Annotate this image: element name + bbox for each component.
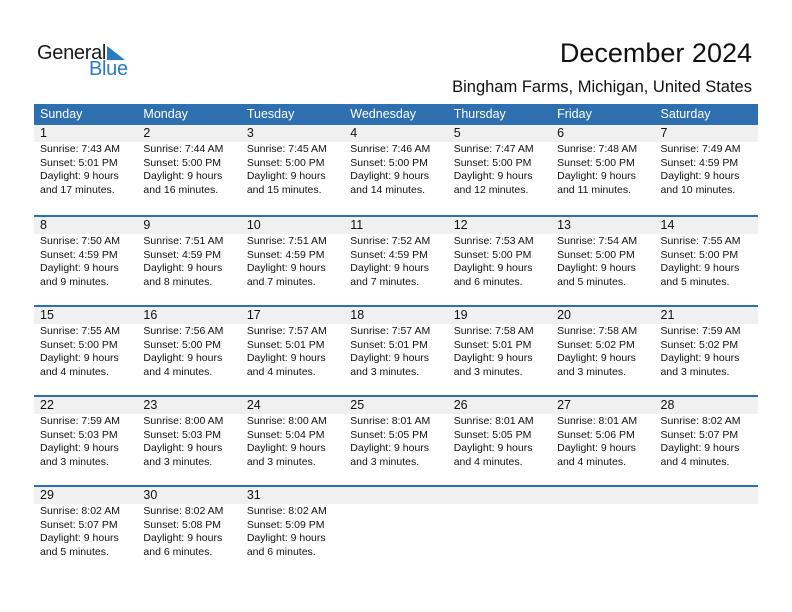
day-number-strip: [34, 487, 758, 504]
day-cell: [137, 142, 240, 197]
daylight2-text: and 7 minutes.: [350, 275, 420, 288]
daylight2-text: and 3 minutes.: [557, 365, 626, 378]
daylight2-text: and 3 minutes.: [453, 365, 523, 378]
day-number: 31: [246, 488, 261, 502]
sunrise-text: Sunrise: 8:02 AM: [246, 505, 327, 517]
day-number: 15: [40, 308, 54, 322]
daylight1-text: Daylight: 9 hours: [350, 352, 430, 365]
day-number: 6: [557, 126, 565, 140]
sunset-text: Sunset: 5:05 PM: [453, 428, 532, 441]
sunrise-text: Sunrise: 8:01 AM: [350, 415, 431, 427]
daylight1-text: Daylight: 9 hours: [246, 262, 326, 275]
day-number: 11: [350, 218, 364, 232]
day-number: 25: [350, 398, 365, 412]
sunrise-text: Sunrise: 7:45 AM: [246, 143, 327, 155]
sunset-text: Sunset: 5:03 PM: [143, 428, 222, 441]
daylight2-text: and 4 minutes.: [246, 365, 316, 378]
sunset-text: Sunset: 5:03 PM: [40, 428, 118, 441]
daylight1-text: Daylight: 9 hours: [453, 352, 533, 365]
daylight1-text: Daylight: 9 hours: [143, 352, 223, 365]
weekday-header-thursday: Thursday: [453, 107, 506, 121]
sunrise-text: Sunrise: 7:55 AM: [660, 235, 741, 247]
sunrise-text: Sunrise: 8:02 AM: [40, 505, 120, 517]
day-number: 21: [660, 308, 675, 322]
sunrise-text: Sunrise: 7:51 AM: [143, 235, 224, 247]
daylight1-text: Daylight: 9 hours: [453, 262, 533, 275]
daylight1-text: Daylight: 9 hours: [246, 532, 326, 545]
sunrise-text: Sunrise: 7:50 AM: [40, 235, 120, 247]
daylight2-text: and 14 minutes.: [350, 183, 425, 196]
daylight1-text: Daylight: 9 hours: [40, 532, 119, 545]
daylight1-text: Daylight: 9 hours: [557, 262, 636, 275]
day-cell: [344, 414, 447, 469]
daylight1-text: Daylight: 9 hours: [660, 170, 740, 183]
day-cell: [137, 414, 240, 469]
day-number: [551, 487, 654, 504]
sunset-text: Sunset: 5:09 PM: [246, 518, 325, 531]
sunset-text: Sunset: 5:00 PM: [557, 248, 635, 261]
day-cell: [344, 504, 447, 559]
sunrise-text: Sunrise: 8:00 AM: [143, 415, 224, 427]
sunset-text: Sunset: 5:00 PM: [350, 156, 428, 169]
day-cell: [241, 414, 344, 469]
daylight1-text: Daylight: 9 hours: [350, 442, 430, 455]
daylight2-text: and 3 minutes.: [246, 455, 316, 468]
daylight2-text: and 10 minutes.: [660, 183, 736, 196]
day-cell: [551, 324, 654, 379]
daylight2-text: and 3 minutes.: [350, 455, 420, 468]
daylight1-text: Daylight: 9 hours: [143, 262, 223, 275]
daylight1-text: Daylight: 9 hours: [40, 442, 119, 455]
day-details-row: [34, 234, 758, 289]
daylight1-text: Daylight: 9 hours: [143, 170, 223, 183]
week-row: [34, 485, 758, 575]
daylight1-text: Daylight: 9 hours: [660, 262, 740, 275]
daylight1-text: Daylight: 9 hours: [350, 262, 430, 275]
sunset-text: Sunset: 5:01 PM: [40, 156, 118, 169]
day-number-strip: [34, 217, 758, 234]
daylight2-text: and 15 minutes.: [246, 183, 322, 196]
sunset-text: Sunset: 5:06 PM: [557, 428, 635, 441]
day-number: 23: [143, 398, 158, 412]
day-cell: [241, 142, 344, 197]
sunrise-text: Sunrise: 7:54 AM: [557, 235, 638, 247]
sunrise-text: Sunrise: 7:59 AM: [660, 325, 741, 337]
daylight1-text: Daylight: 9 hours: [246, 170, 326, 183]
weekday-header-wednesday: Wednesday: [350, 107, 417, 121]
weekday-header-sunday: Sunday: [40, 107, 83, 121]
week-row: [34, 215, 758, 305]
sunrise-text: Sunrise: 7:52 AM: [350, 235, 431, 247]
day-number: 26: [453, 398, 468, 412]
sunset-text: Sunset: 4:59 PM: [246, 248, 325, 261]
sunset-text: Sunset: 4:59 PM: [143, 248, 222, 261]
sunset-text: Sunset: 5:01 PM: [350, 338, 428, 351]
day-cell: [655, 504, 758, 559]
day-number: 22: [40, 398, 54, 412]
sunset-text: Sunset: 5:00 PM: [40, 338, 118, 351]
daylight2-text: and 3 minutes.: [143, 455, 213, 468]
daylight1-text: Daylight: 9 hours: [246, 352, 326, 365]
daylight2-text: and 5 minutes.: [40, 545, 109, 558]
daylight2-text: and 4 minutes.: [660, 455, 730, 468]
week-row: [34, 305, 758, 395]
week-row: [34, 395, 758, 485]
day-number: 12: [453, 218, 468, 232]
day-cell: [448, 414, 551, 469]
day-cell: [137, 504, 240, 559]
daylight2-text: and 6 minutes.: [143, 545, 213, 558]
day-number: 8: [40, 218, 47, 232]
day-cell: [655, 234, 758, 289]
day-number: 10: [246, 218, 261, 232]
daylight2-text: and 17 minutes.: [40, 183, 115, 196]
daylight2-text: and 6 minutes.: [453, 275, 523, 288]
weekday-header-monday: Monday: [143, 107, 188, 121]
sunset-text: Sunset: 5:08 PM: [143, 518, 222, 531]
day-cell: [137, 324, 240, 379]
daylight2-text: and 9 minutes.: [40, 275, 109, 288]
sunset-text: Sunset: 5:01 PM: [246, 338, 325, 351]
day-number: 13: [557, 218, 572, 232]
sunset-text: Sunset: 5:00 PM: [453, 248, 532, 261]
weekday-header-tuesday: Tuesday: [246, 107, 295, 121]
daylight1-text: Daylight: 9 hours: [350, 170, 430, 183]
day-cell: [448, 504, 551, 559]
day-number: 24: [246, 398, 261, 412]
sunset-text: Sunset: 5:05 PM: [350, 428, 428, 441]
daylight1-text: Daylight: 9 hours: [453, 442, 533, 455]
sunrise-text: Sunrise: 8:01 AM: [557, 415, 638, 427]
sunrise-text: Sunrise: 7:46 AM: [350, 143, 431, 155]
day-details-row: [34, 142, 758, 197]
day-number: 3: [246, 126, 254, 140]
daylight2-text: and 4 minutes.: [453, 455, 523, 468]
daylight1-text: Daylight: 9 hours: [246, 442, 326, 455]
day-cell: [344, 142, 447, 197]
weekday-header-row: [34, 104, 758, 125]
daylight1-text: Daylight: 9 hours: [453, 170, 533, 183]
day-number: 17: [246, 308, 261, 322]
day-details-row: [34, 414, 758, 469]
day-cell: [655, 414, 758, 469]
sunset-text: Sunset: 5:02 PM: [660, 338, 739, 351]
sunset-text: Sunset: 4:59 PM: [660, 156, 739, 169]
day-number-strip: [34, 397, 758, 414]
daylight2-text: and 4 minutes.: [40, 365, 109, 378]
day-cell: [34, 504, 137, 559]
day-cell: [137, 234, 240, 289]
day-number: [344, 487, 447, 504]
daylight2-text: and 3 minutes.: [40, 455, 109, 468]
sunset-text: Sunset: 5:02 PM: [557, 338, 635, 351]
day-number: 7: [660, 126, 668, 140]
weekday-header-friday: Friday: [557, 107, 592, 121]
day-cell: [241, 324, 344, 379]
day-number: 19: [453, 308, 468, 322]
day-cell: [241, 504, 344, 559]
day-cell: [34, 414, 137, 469]
sunrise-text: Sunrise: 7:57 AM: [246, 325, 327, 337]
sunrise-text: Sunrise: 7:49 AM: [660, 143, 741, 155]
day-number: [655, 487, 758, 504]
sunrise-text: Sunrise: 8:01 AM: [453, 415, 534, 427]
day-details-row: [34, 324, 758, 379]
daylight2-text: and 8 minutes.: [143, 275, 213, 288]
sunset-text: Sunset: 5:01 PM: [453, 338, 532, 351]
day-cell: [34, 234, 137, 289]
sunset-text: Sunset: 5:04 PM: [246, 428, 325, 441]
day-cell: [448, 234, 551, 289]
day-cell: [448, 324, 551, 379]
sunset-text: Sunset: 5:00 PM: [143, 156, 222, 169]
daylight2-text: and 11 minutes.: [557, 183, 632, 196]
daylight2-text: and 5 minutes.: [557, 275, 626, 288]
day-number: 4: [350, 126, 358, 140]
week-row: [34, 125, 758, 215]
daylight1-text: Daylight: 9 hours: [557, 352, 636, 365]
sunrise-text: Sunrise: 7:59 AM: [40, 415, 120, 427]
day-number: 1: [40, 126, 47, 140]
calendar-grid: [34, 104, 758, 575]
sunset-text: Sunset: 5:07 PM: [660, 428, 739, 441]
day-cell: [344, 234, 447, 289]
sunrise-text: Sunrise: 8:00 AM: [246, 415, 327, 427]
sunrise-text: Sunrise: 7:43 AM: [40, 143, 120, 155]
day-cell: [655, 324, 758, 379]
daylight1-text: Daylight: 9 hours: [40, 352, 119, 365]
sunrise-text: Sunrise: 8:02 AM: [143, 505, 224, 517]
daylight1-text: Daylight: 9 hours: [660, 442, 740, 455]
sunrise-text: Sunrise: 7:48 AM: [557, 143, 638, 155]
day-cell: [448, 142, 551, 197]
sunset-text: Sunset: 5:00 PM: [557, 156, 635, 169]
sunrise-text: Sunrise: 7:53 AM: [453, 235, 534, 247]
daylight1-text: Daylight: 9 hours: [40, 170, 119, 183]
day-cell: [551, 142, 654, 197]
daylight1-text: Daylight: 9 hours: [143, 532, 223, 545]
day-number-strip: [34, 125, 758, 142]
daylight2-text: and 6 minutes.: [246, 545, 316, 558]
day-number: 5: [453, 126, 461, 140]
daylight2-text: and 12 minutes.: [453, 183, 529, 196]
sunrise-text: Sunrise: 7:51 AM: [246, 235, 327, 247]
sunset-text: Sunset: 5:00 PM: [143, 338, 222, 351]
sunset-text: Sunset: 5:00 PM: [660, 248, 739, 261]
day-cell: [34, 324, 137, 379]
day-cell: [551, 504, 654, 559]
day-number: 27: [557, 398, 572, 412]
day-number: 20: [557, 308, 572, 322]
sunrise-text: Sunrise: 8:02 AM: [660, 415, 741, 427]
day-number: 2: [143, 126, 151, 140]
sunset-text: Sunset: 5:00 PM: [246, 156, 325, 169]
location-subtitle: Bingham Farms, Michigan, United States: [452, 78, 752, 96]
sunrise-text: Sunrise: 7:47 AM: [453, 143, 534, 155]
daylight2-text: and 7 minutes.: [246, 275, 316, 288]
day-number: 28: [660, 398, 675, 412]
daylight1-text: Daylight: 9 hours: [40, 262, 119, 275]
sunrise-text: Sunrise: 7:56 AM: [143, 325, 224, 337]
daylight1-text: Daylight: 9 hours: [557, 170, 636, 183]
day-cell: [551, 414, 654, 469]
weekday-header-saturday: Saturday: [660, 107, 711, 121]
day-number: 14: [660, 218, 675, 232]
sunset-text: Sunset: 5:00 PM: [453, 156, 532, 169]
daylight2-text: and 4 minutes.: [557, 455, 626, 468]
sunrise-text: Sunrise: 7:55 AM: [40, 325, 120, 337]
sunrise-text: Sunrise: 7:58 AM: [557, 325, 638, 337]
daylight1-text: Daylight: 9 hours: [660, 352, 740, 365]
day-details-row: [34, 504, 758, 559]
day-number: 16: [143, 308, 158, 322]
daylight1-text: Daylight: 9 hours: [143, 442, 223, 455]
day-number: 18: [350, 308, 365, 322]
daylight2-text: and 16 minutes.: [143, 183, 219, 196]
sunrise-text: Sunrise: 7:44 AM: [143, 143, 224, 155]
day-cell: [34, 142, 137, 197]
daylight2-text: and 3 minutes.: [350, 365, 420, 378]
generalblue-logo: [37, 42, 137, 82]
day-number: [448, 487, 551, 504]
day-number: 29: [40, 488, 54, 502]
daylight2-text: and 5 minutes.: [660, 275, 730, 288]
day-cell: [655, 142, 758, 197]
day-cell: [551, 234, 654, 289]
logo-word-blue: Blue: [89, 58, 128, 80]
day-number-strip: [34, 307, 758, 324]
sunset-text: Sunset: 4:59 PM: [40, 248, 118, 261]
daylight2-text: and 3 minutes.: [660, 365, 730, 378]
sunset-text: Sunset: 4:59 PM: [350, 248, 428, 261]
day-cell: [344, 324, 447, 379]
daylight2-text: and 4 minutes.: [143, 365, 213, 378]
day-number: 9: [143, 218, 151, 232]
day-cell: [241, 234, 344, 289]
logo-word-general: General: [37, 42, 107, 64]
sunrise-text: Sunrise: 7:58 AM: [453, 325, 534, 337]
sunrise-text: Sunrise: 7:57 AM: [350, 325, 431, 337]
day-number: 30: [143, 488, 158, 502]
daylight1-text: Daylight: 9 hours: [557, 442, 636, 455]
sunset-text: Sunset: 5:07 PM: [40, 518, 118, 531]
page-title: December 2024: [559, 38, 752, 68]
